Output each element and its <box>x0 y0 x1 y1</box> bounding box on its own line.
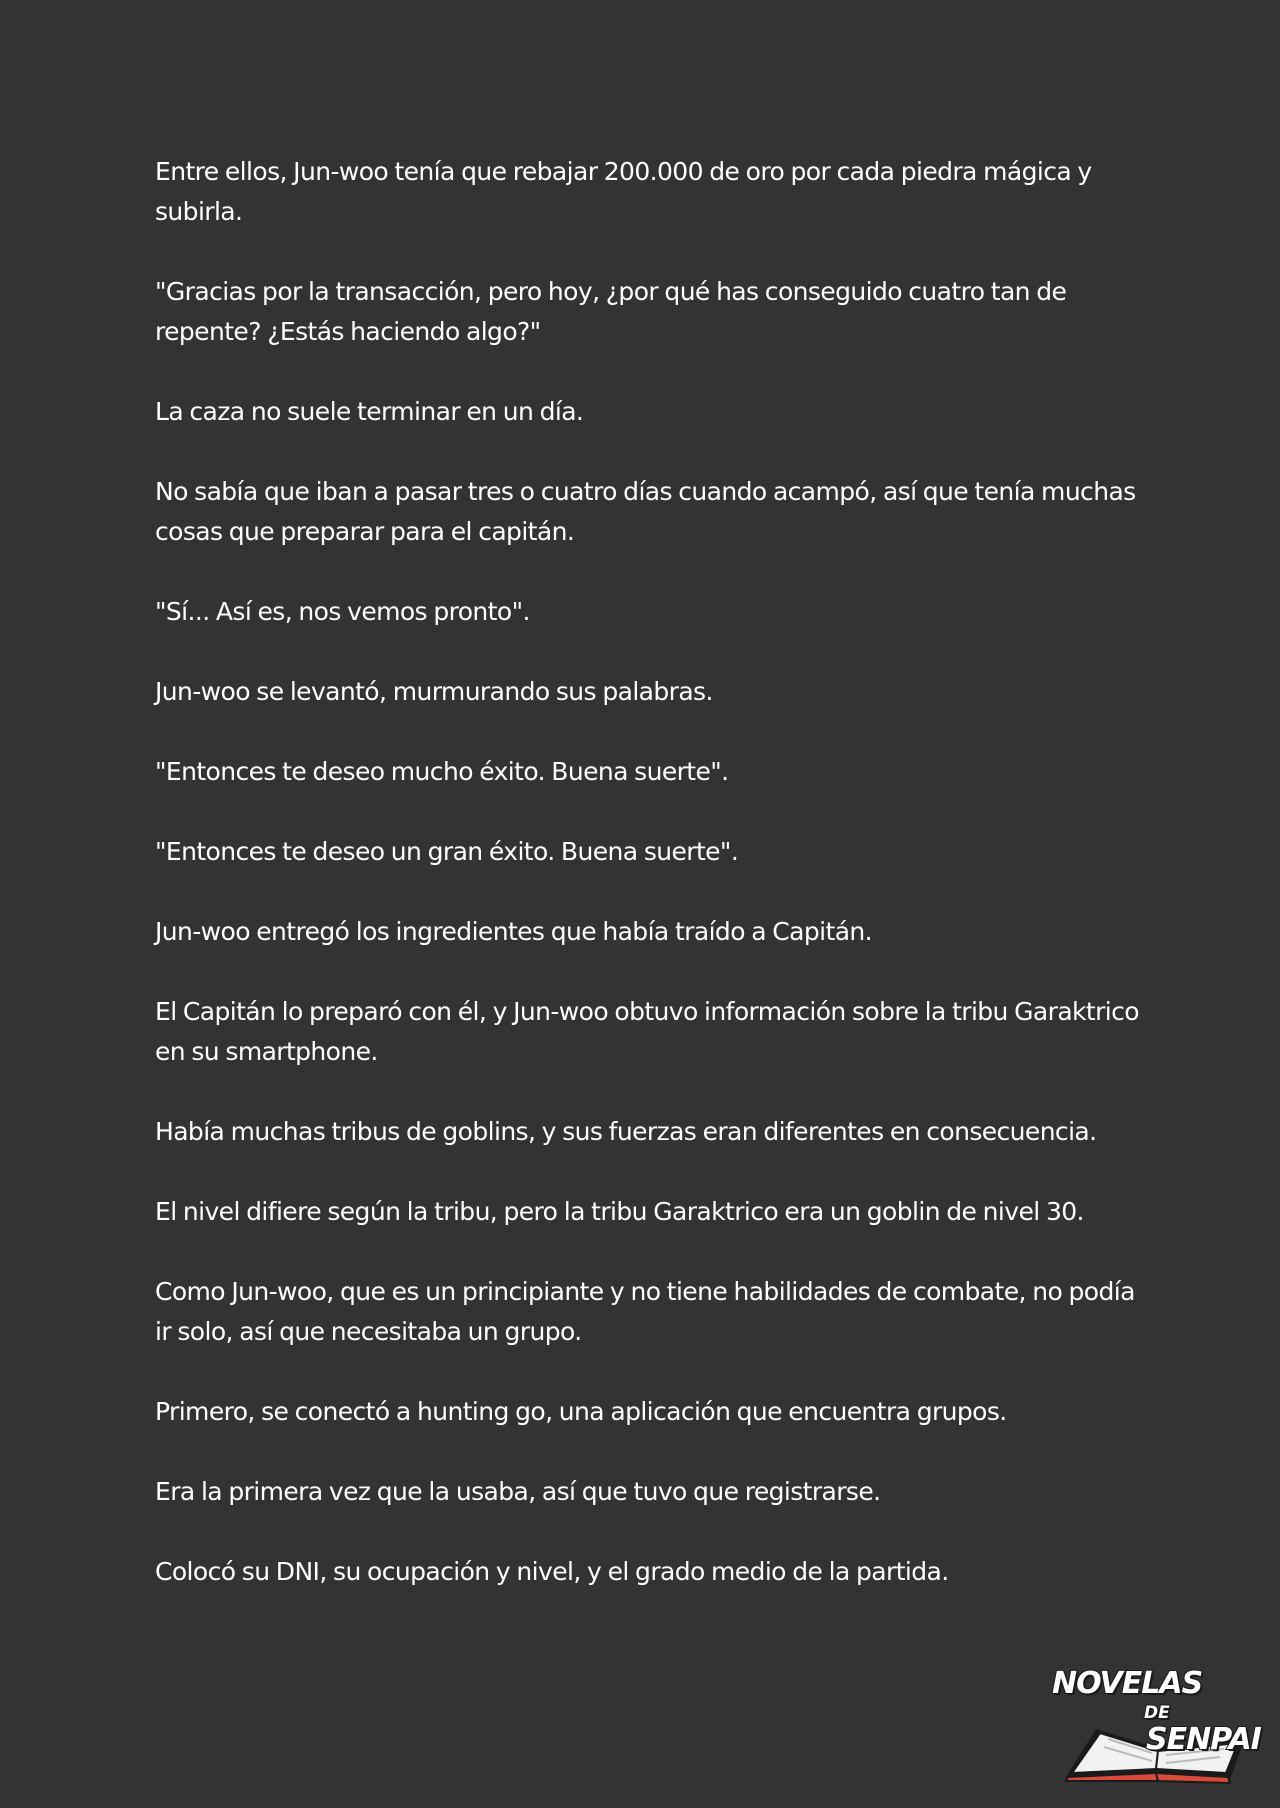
paragraph: "Sí... Así es, nos vemos pronto". <box>155 597 530 626</box>
logo-text-de: DE <box>1144 1703 1170 1723</box>
paragraph: No sabía que iban a pasar tres o cuatro días cuando acampó, así que tenía muchas cosas que preparar para el capitán. <box>155 477 1136 546</box>
paragraph: Había muchas tribus de goblins, y sus fuerzas eran diferentes en consecuencia. <box>155 1117 1097 1146</box>
paragraph: "Entonces te deseo mucho éxito. Buena suerte". <box>155 757 729 786</box>
paragraph: "Entonces te deseo un gran éxito. Buena suerte". <box>155 837 739 866</box>
paragraph: Era la primera vez que la usaba, así que tuvo que registrarse. <box>155 1477 881 1506</box>
logo-text-novelas: NOVELAS <box>1052 1666 1203 1701</box>
logo-text-senpai: SENPAI <box>1146 1722 1261 1757</box>
paragraph: Jun-woo entregó los ingredientes que había traído a Capitán. <box>155 917 873 946</box>
paragraph: "Gracias por la transacción, pero hoy, ¿por qué has conseguido cuatro tan de repente? ¿Estás haciendo algo?" <box>155 277 1067 346</box>
paragraph: Como Jun-woo, que es un principiante y no tiene habilidades de combate, no podía ir solo, así que necesitaba un grupo. <box>155 1277 1135 1346</box>
paragraph: El Capitán lo preparó con él, y Jun-woo obtuvo información sobre la tribu Garaktrico en su smartphone. <box>155 997 1139 1066</box>
novelas-de-senpai-logo <box>1048 1665 1261 1785</box>
paragraph: Colocó su DNI, su ocupación y nivel, y el grado medio de la partida. <box>155 1557 949 1586</box>
paragraph: Jun-woo se levantó, murmurando sus palabras. <box>155 677 713 706</box>
chapter-text <box>155 152 1145 1632</box>
paragraph: La caza no suele terminar en un día. <box>155 397 584 426</box>
paragraph: El nivel difiere según la tribu, pero la tribu Garaktrico era un goblin de nivel 30. <box>155 1197 1084 1226</box>
paragraph: Entre ellos, Jun-woo tenía que rebajar 200.000 de oro por cada piedra mágica y subirla. <box>155 157 1092 226</box>
paragraph: Primero, se conectó a hunting go, una aplicación que encuentra grupos. <box>155 1397 1007 1426</box>
